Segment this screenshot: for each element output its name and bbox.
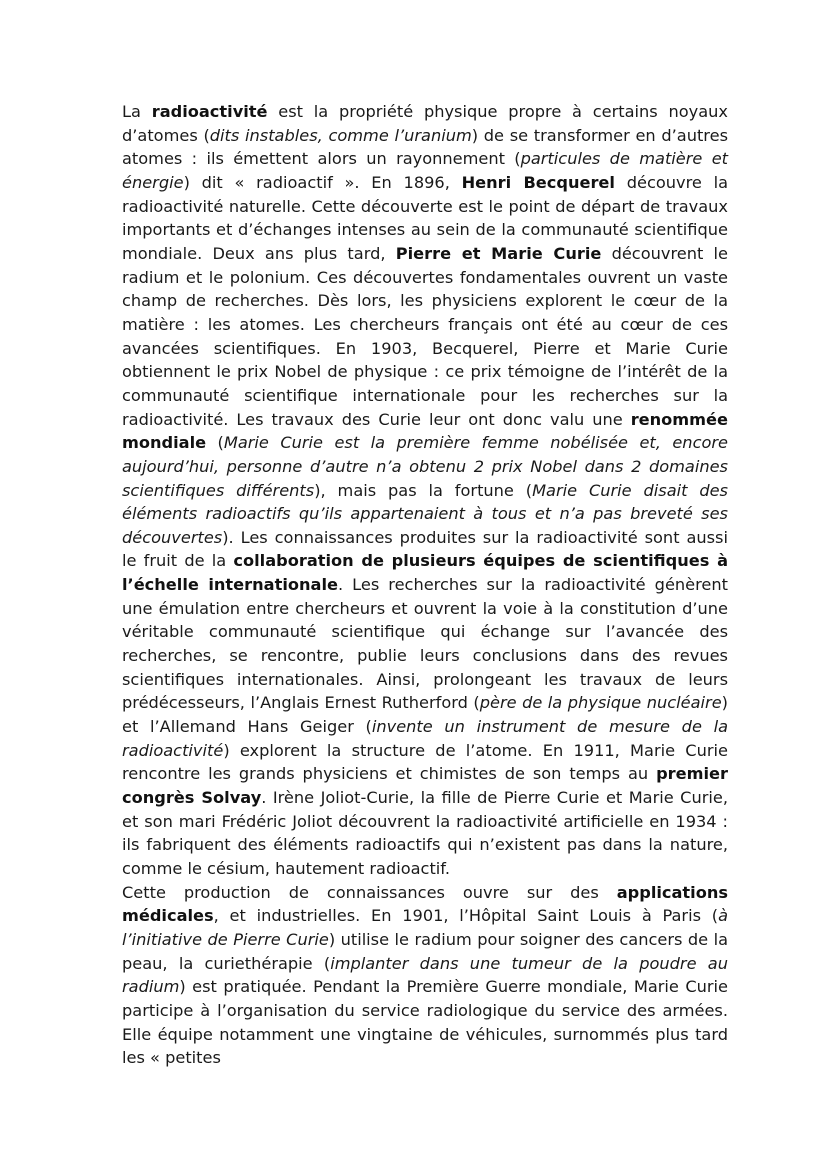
text-run: découvrent le radium et le polonium. Ces découvertes fondamentales ouvrent un vaste champ de recherches. Dès lors, les physiciens explorent le cœur de la matière : les atomes. Les chercheurs français ont été au cœur de ces avancées scientifiques. En 1903, Becquerel, Pierre et Marie Curie obtiennent le prix Nobel de physique : ce prix témoigne de l’intérêt de la communauté scientifique internationale pour les recherches sur la radioactivité. Les travaux des Curie leur ont donc valu une — [122, 243, 728, 429]
text-run: ), mais pas la fortune ( — [314, 480, 533, 500]
paragraph-p2 — [122, 881, 728, 1070]
emphasis-italic: particules de matière et énergie — [122, 149, 728, 192]
paragraph-p1 — [122, 100, 728, 881]
text-run: ( — [206, 433, 224, 453]
emphasis-italic: Marie Curie disait des éléments radioactifs qu’ils appartenaient à tous et n’a pas breveté ses découvertes — [122, 480, 728, 547]
text-run: ) utilise le radium pour soigner des cancers de la peau, la curiethérapie ( — [122, 929, 728, 973]
text-run: ) et l’Allemand Hans Geiger ( — [122, 693, 728, 737]
emphasis-italic: Marie Curie est la première femme nobélisée et, encore aujourd’hui, personne d’autre n’a obtenu 2 prix Nobel dans 2 domaines scientifiques différents — [122, 433, 728, 500]
text-run: ). Les connaissances produites sur la radioactivité sont aussi le fruit de la — [122, 527, 728, 571]
text-run: ) explorent la structure de l’atome. En 1911, Marie Curie rencontre les grands physiciens et chimistes de son temps au — [122, 740, 728, 784]
emphasis-bold: applications médicales — [122, 882, 728, 926]
emphasis-bold: radioactivité — [151, 102, 268, 121]
emphasis-italic: invente un instrument de mesure de la radioactivité — [122, 717, 728, 760]
text-run: . Irène Joliot-Curie, la fille de Pierre Curie et Marie Curie, et son mari Frédéric Joliot découvrent la radioactivité artificielle en 1934 : ils fabriquent des éléments radioactifs qui n’existent pas dans la nature, comme le césium, hautement radioactif. — [122, 788, 729, 878]
emphasis-italic: implanter dans une tumeur de la poudre au radium — [122, 953, 728, 997]
text-run: , et industrielles. En 1901, l’Hôpital Saint Louis à Paris ( — [213, 906, 719, 926]
text-run: ) est pratiquée. Pendant la Première Guerre mondiale, Marie Curie participe à l’organisation du service radiologique du service des armées. Elle équipe notamment une vingtaine de véhicules, surnommés plus tard les « petites — [122, 977, 728, 1068]
text-run: . Les recherches sur la radioactivité génèrent une émulation entre chercheurs et ouvrent la voie à la constitution d’une véritable communauté scientifique qui échange sur l’avancée des recherches, se rencontre, publie leurs conclusions dans des revues scientifiques internationales. Ainsi, prolongeant les travaux de leurs prédécesseurs, l’Anglais Ernest Rutherford ( — [122, 575, 728, 713]
emphasis-bold: Henri Becquerel — [461, 172, 615, 192]
emphasis-bold: Pierre et Marie Curie — [395, 243, 602, 263]
emphasis-italic: dits instables, comme l’uranium — [209, 125, 472, 145]
text-run: ) de se transformer en d’autres atomes : ils émettent alors un rayonnement ( — [122, 125, 729, 169]
emphasis-bold: collaboration de plusieurs équipes de scientifiques à l’échelle internationale — [122, 551, 728, 595]
text-run: ) dit « radioactif ». En 1896, — [183, 172, 462, 192]
emphasis-bold: premier congrès Solvay — [122, 764, 728, 808]
text-run: Cette production de connaissances ouvre sur des — [122, 882, 617, 902]
emphasis-italic: à l’initiative de Pierre Curie — [122, 906, 728, 949]
emphasis-italic: père de la physique nucléaire — [479, 693, 722, 713]
text-run: La — [122, 102, 152, 121]
body-text — [122, 100, 728, 1070]
text-run: est la propriété physique propre à certains noyaux d’atomes ( — [122, 102, 728, 145]
text-run: découvre la radioactivité naturelle. Cette découverte est le point de départ de travaux importants et d’échanges intenses au sein de la communauté scientifique mondiale. Deux ans plus tard, — [122, 172, 729, 263]
emphasis-bold: renommée mondiale — [122, 409, 728, 453]
